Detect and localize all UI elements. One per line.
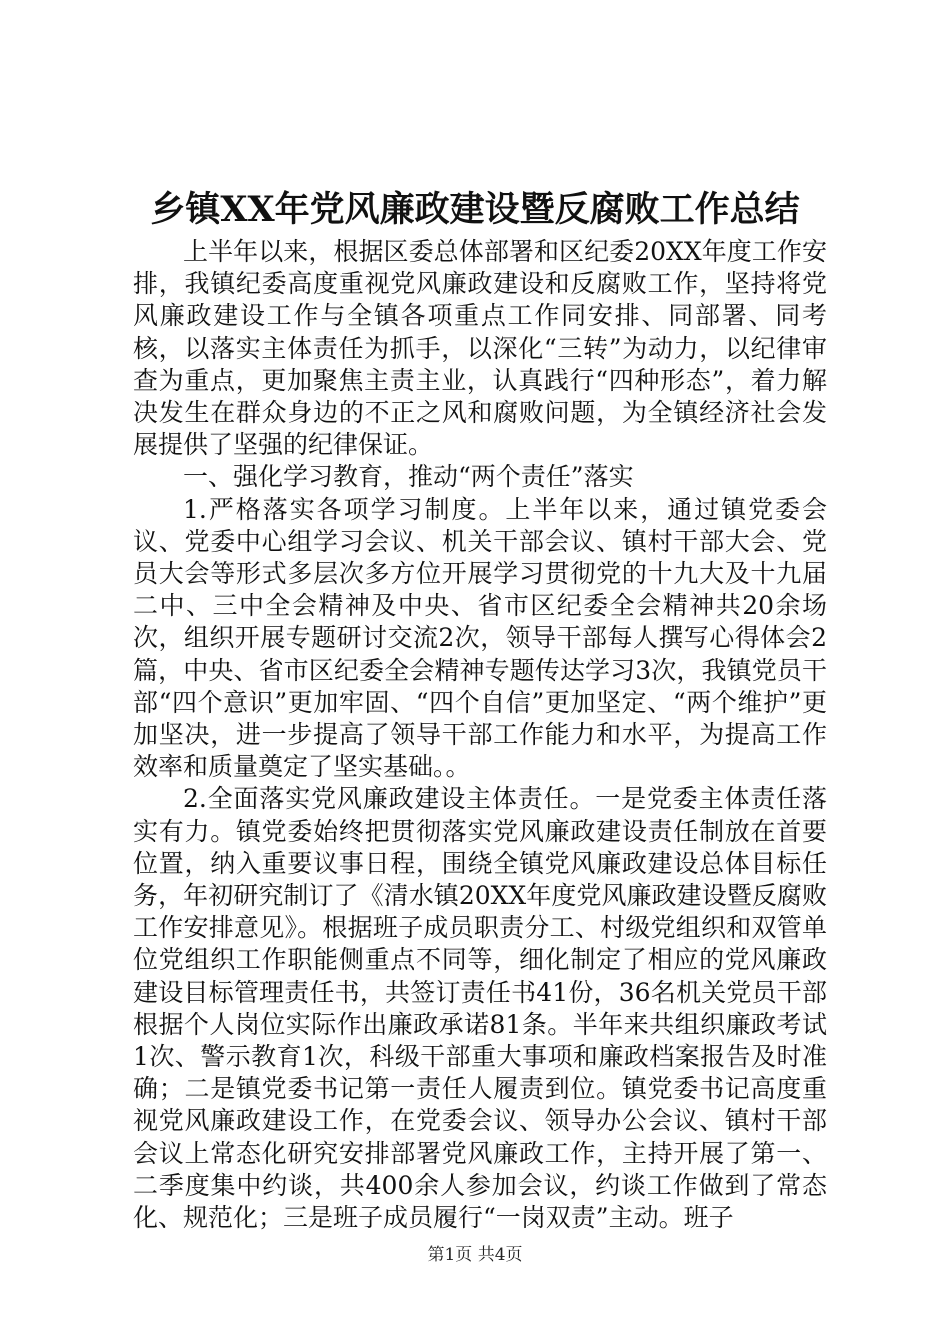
paragraph-intro: 上半年以来，根据区委总体部署和区纪委20XX年度工作安排，我镇纪委高度重视党风廉政建设和反腐败工作，坚持将党风廉政建设工作与全镇各项重点工作同安排、同部署、同考核，以落实主体责任为抓手，以深化“三转”为动力，以纪律审查为重点，更加聚焦主责主业，认真践行“四种形态”，着力解决发生在群众身边的不正之风和腐败问题，为全镇经济社会发展提供了坚强的纪律保证。	[133, 237, 827, 460]
paragraph-item-1: 1.严格落实各项学习制度。上半年以来，通过镇党委会议、党委中心组学习会议、机关干部会议、镇村干部大会、党员大会等形式多层次多方位开展学习贯彻党的十九大及十九届二中、三中全会精神及中央、省市区纪委全会精神共20余场次，组织开展专题研讨交流2次，领导干部每人撰写心得体会2篇，中央、省市区纪委全会精神专题传达学习3次，我镇党员干部“四个意识”更加牢固、“四个自信”更加坚定、“两个维护”更加坚决，进一步提高了领导干部工作能力和水平，为提高工作效率和质量奠定了坚实基础。。	[133, 494, 827, 782]
page-footer: 第1页 共4页	[427, 1245, 523, 1265]
document-body	[133, 236, 827, 1234]
paragraph-item-2: 2.全面落实党风廉政建设主体责任。一是党委主体责任落实有力。镇党委始终把贯彻落实党风廉政建设责任制放在首要位置，纳入重要议事日程，围绕全镇党风廉政建设总体目标任务，年初研究制订了《清水镇20XX年度党风廉政建设暨反腐败工作安排意见》。根据班子成员职责分工、村级党组织和双管单位党组织工作职能侧重点不同等，细化制定了相应的党风廉政建设目标管理责任书，共签订责任书41份，36名机关党员干部根据个人岗位实际作出廉政承诺81条。半年来共组织廉政考试1次、警示教育1次，科级干部重大事项和廉政档案报告及时准确；二是镇党委书记第一责任人履责到位。镇党委书记高度重视党风廉政建设工作，在党委会议、领导办公会议、镇村干部会议上常态化研究安排部署党风廉政工作，主持开展了第一、二季度集中约谈，共400余人参加会议，约谈工作做到了常态化、规范化；三是班子成员履行“一岗双责”主动。班子	[133, 784, 827, 1233]
section-heading-1: 一、强化学习教育，推动“两个责任”落实	[183, 462, 634, 492]
document-title: 乡镇XX年党风廉政建设暨反腐败工作总结	[150, 189, 800, 230]
